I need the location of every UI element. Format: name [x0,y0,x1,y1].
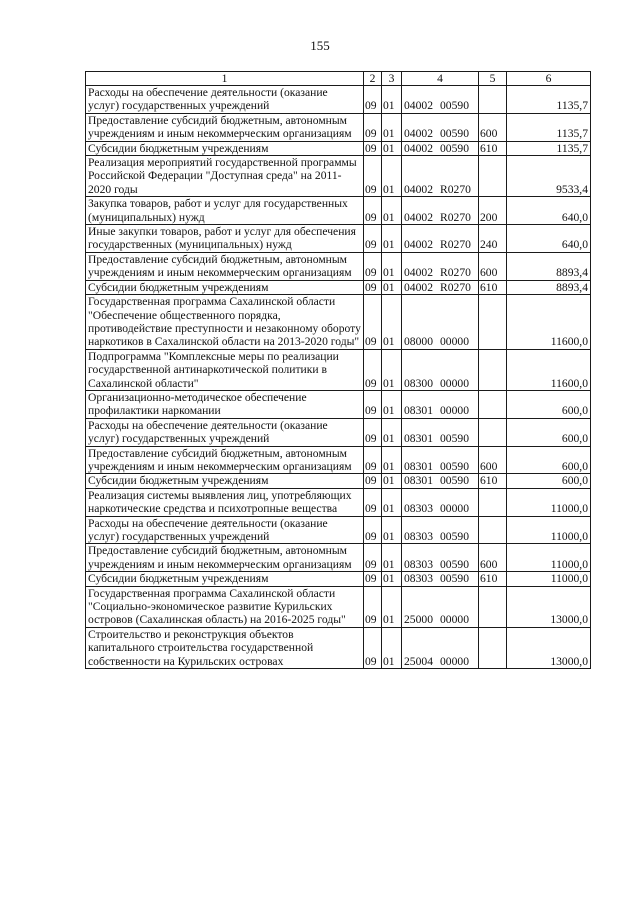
table-row [86,544,591,572]
page-number: 155 [310,38,330,53]
row-section: 09 [364,156,382,197]
row-target-item [402,156,479,197]
row-subsection: 01 [382,280,402,294]
row-target-item [402,488,479,516]
row-subsection: 01 [382,474,402,488]
row-expense-type [479,516,507,544]
row-section: 09 [364,295,382,350]
row-name: Расходы на обеспечение деятельности (оказание услуг) государственных учреждений [86,86,364,114]
row-target-direction: 00000 [440,613,469,627]
row-section: 09 [364,349,382,390]
row-target-program: 08303 [404,557,433,571]
row-section: 09 [364,516,382,544]
row-subsection: 01 [382,349,402,390]
row-amount: 600,0 [507,390,591,418]
table-row [86,488,591,516]
row-section: 09 [364,141,382,155]
row-expense-type [479,295,507,350]
row-expense-type [479,586,507,627]
row-expense-type: 200 [479,197,507,225]
table-row [86,295,591,350]
row-target-program: 04002 [404,280,433,294]
row-expense-type [479,390,507,418]
table-row [86,197,591,225]
row-subsection: 01 [382,516,402,544]
row-target-item [402,295,479,350]
row-section: 09 [364,252,382,280]
row-target-item [402,225,479,253]
row-target-direction: 00590 [440,432,469,446]
row-name: Реализация мероприятий государственной программы Российской Федерации "Доступная среда" на 2011-2020 годы [86,156,364,197]
row-section: 09 [364,280,382,294]
row-expense-type [479,156,507,197]
row-target-program: 04002 [404,99,433,113]
row-target-direction: R0270 [440,182,471,196]
row-subsection: 01 [382,544,402,572]
row-target-direction: 00000 [440,502,469,516]
row-subsection: 01 [382,390,402,418]
row-section: 09 [364,86,382,114]
row-name: Субсидии бюджетным учреждениям [86,474,364,488]
row-section: 09 [364,225,382,253]
row-expense-type: 600 [479,113,507,141]
row-section: 09 [364,586,382,627]
row-subsection: 01 [382,418,402,446]
table-row [86,225,591,253]
row-expense-type: 600 [479,252,507,280]
row-target-direction: 00590 [440,557,469,571]
row-section: 09 [364,627,382,668]
table-row [86,474,591,488]
row-amount: 1135,7 [507,113,591,141]
row-expense-type [479,627,507,668]
row-section: 09 [364,446,382,474]
row-expense-type: 600 [479,446,507,474]
row-section: 09 [364,113,382,141]
row-name: Строительство и реконструкция объектов капитального строительства государственной собственности на Курильских островах [86,627,364,668]
row-target-direction: 00000 [440,376,469,390]
row-subsection: 01 [382,156,402,197]
row-target-direction: R0270 [440,210,471,224]
row-subsection: 01 [382,295,402,350]
row-amount: 11000,0 [507,488,591,516]
row-name: Подпрограмма "Комплексные меры по реализации государственной антинаркотической политики в Сахалинской области" [86,349,364,390]
row-amount: 640,0 [507,225,591,253]
table-row [86,446,591,474]
table-row [86,252,591,280]
row-expense-type: 610 [479,141,507,155]
table-row [86,280,591,294]
row-expense-type: 240 [479,225,507,253]
column-header-subsection: 3 [382,72,402,86]
row-target-program: 08000 [404,335,433,349]
budget-table [85,71,591,669]
row-section: 09 [364,390,382,418]
column-header-target-item: 4 [402,72,479,86]
row-target-direction: 00590 [440,127,469,141]
column-header-amount: 6 [507,72,591,86]
row-amount: 11000,0 [507,516,591,544]
row-name: Расходы на обеспечение деятельности (оказание услуг) государственных учреждений [86,418,364,446]
row-name: Иные закупки товаров, работ и услуг для обеспечения государственных (муниципальных) нужд [86,225,364,253]
row-target-program: 04002 [404,141,433,155]
row-subsection: 01 [382,586,402,627]
row-amount: 11000,0 [507,544,591,572]
row-target-direction: 00590 [440,99,469,113]
table-row [86,627,591,668]
table-row [86,390,591,418]
table-row [86,141,591,155]
row-subsection: 01 [382,197,402,225]
row-target-direction: 00590 [440,141,469,155]
row-name: Предоставление субсидий бюджетным, автономным учреждениям и иным некоммерческим организациям [86,252,364,280]
row-target-item [402,280,479,294]
row-target-program: 04002 [404,266,433,280]
table-row [86,113,591,141]
row-target-direction: 00000 [440,335,469,349]
row-target-program: 25004 [404,654,433,668]
table-row [86,516,591,544]
table-body [86,86,591,669]
table-row [86,349,591,390]
row-subsection: 01 [382,113,402,141]
row-amount: 8893,4 [507,280,591,294]
row-target-item [402,418,479,446]
row-amount: 11000,0 [507,572,591,586]
row-subsection: 01 [382,446,402,474]
table-header-row [86,72,591,86]
row-target-program: 04002 [404,210,433,224]
column-header-expense-type: 5 [479,72,507,86]
row-section: 09 [364,197,382,225]
row-section: 09 [364,488,382,516]
row-subsection: 01 [382,572,402,586]
row-amount: 9533,4 [507,156,591,197]
row-target-direction: 00590 [440,530,469,543]
row-target-item [402,544,479,572]
row-amount: 11600,0 [507,295,591,350]
row-expense-type [479,488,507,516]
row-amount: 1135,7 [507,141,591,155]
row-target-direction: R0270 [440,280,471,294]
row-name: Предоставление субсидий бюджетным, автономным учреждениям и иным некоммерческим организациям [86,446,364,474]
row-target-program: 04002 [404,238,433,252]
row-target-program: 08303 [404,502,433,516]
row-name: Предоставление субсидий бюджетным, автономным учреждениям и иным некоммерческим организациям [86,544,364,572]
row-subsection: 01 [382,252,402,280]
row-target-program: 04002 [404,127,433,141]
row-amount: 13000,0 [507,627,591,668]
row-name: Расходы на обеспечение деятельности (оказание услуг) государственных учреждений [86,516,364,544]
table-row [86,418,591,446]
row-target-program: 08303 [404,572,433,586]
row-section: 09 [364,544,382,572]
table-row [86,572,591,586]
row-target-program: 08301 [404,459,433,473]
row-name: Организационно-методическое обеспечение профилактики наркомании [86,390,364,418]
row-amount: 11600,0 [507,349,591,390]
row-section: 09 [364,418,382,446]
row-name: Субсидии бюджетным учреждениям [86,280,364,294]
row-section: 09 [364,474,382,488]
row-target-item [402,252,479,280]
row-target-program: 08300 [404,376,433,390]
row-target-program: 08303 [404,530,433,543]
row-subsection: 01 [382,86,402,114]
row-name: Закупка товаров, работ и услуг для государственных (муниципальных) нужд [86,197,364,225]
row-expense-type: 610 [479,572,507,586]
row-target-item [402,86,479,114]
row-expense-type: 600 [479,544,507,572]
row-target-item [402,627,479,668]
row-amount: 600,0 [507,418,591,446]
column-header-section: 2 [364,72,382,86]
row-expense-type [479,349,507,390]
column-header-name: 1 [86,72,364,86]
row-target-item [402,586,479,627]
row-amount: 8893,4 [507,252,591,280]
row-target-item [402,516,479,544]
row-target-direction: 00590 [440,474,469,488]
row-name: Реализация системы выявления лиц, употребляющих наркотические средства и психотропные вещества [86,488,364,516]
row-target-item [402,141,479,155]
row-target-direction: 00590 [440,572,469,586]
row-expense-type: 610 [479,474,507,488]
table-row [86,586,591,627]
row-target-item [402,474,479,488]
row-amount: 600,0 [507,474,591,488]
row-target-direction: 00590 [440,459,469,473]
row-target-program: 08301 [404,404,433,418]
row-target-direction: R0270 [440,266,471,280]
row-target-item [402,572,479,586]
row-subsection: 01 [382,141,402,155]
row-target-direction: R0270 [440,238,471,252]
row-target-item [402,113,479,141]
row-expense-type: 610 [479,280,507,294]
row-target-item [402,390,479,418]
row-target-direction: 00000 [440,404,469,418]
row-name: Субсидии бюджетным учреждениям [86,572,364,586]
row-target-program: 25000 [404,613,433,627]
table-row [86,86,591,114]
row-amount: 13000,0 [507,586,591,627]
row-name: Государственная программа Сахалинской области "Обеспечение общественного порядка, противодействие преступности и незаконному обороту наркотиков в Сахалинской области на 2013-2020 годы" [86,295,364,350]
row-target-program: 04002 [404,182,433,196]
row-target-item [402,446,479,474]
row-name: Государственная программа Сахалинской области "Социально-экономическое развитие Курильских островов (Сахалинская область) на 2016-2025 годы" [86,586,364,627]
row-expense-type [479,86,507,114]
row-target-direction: 00000 [440,654,469,668]
table-row [86,156,591,197]
row-amount: 600,0 [507,446,591,474]
row-amount: 1135,7 [507,86,591,114]
row-amount: 640,0 [507,197,591,225]
row-name: Предоставление субсидий бюджетным, автономным учреждениям и иным некоммерческим организациям [86,113,364,141]
row-subsection: 01 [382,627,402,668]
row-name: Субсидии бюджетным учреждениям [86,141,364,155]
row-target-program: 08301 [404,432,433,446]
row-target-program: 08301 [404,474,433,488]
row-section: 09 [364,572,382,586]
row-subsection: 01 [382,488,402,516]
row-target-item [402,349,479,390]
row-expense-type [479,418,507,446]
row-target-item [402,197,479,225]
row-subsection: 01 [382,225,402,253]
